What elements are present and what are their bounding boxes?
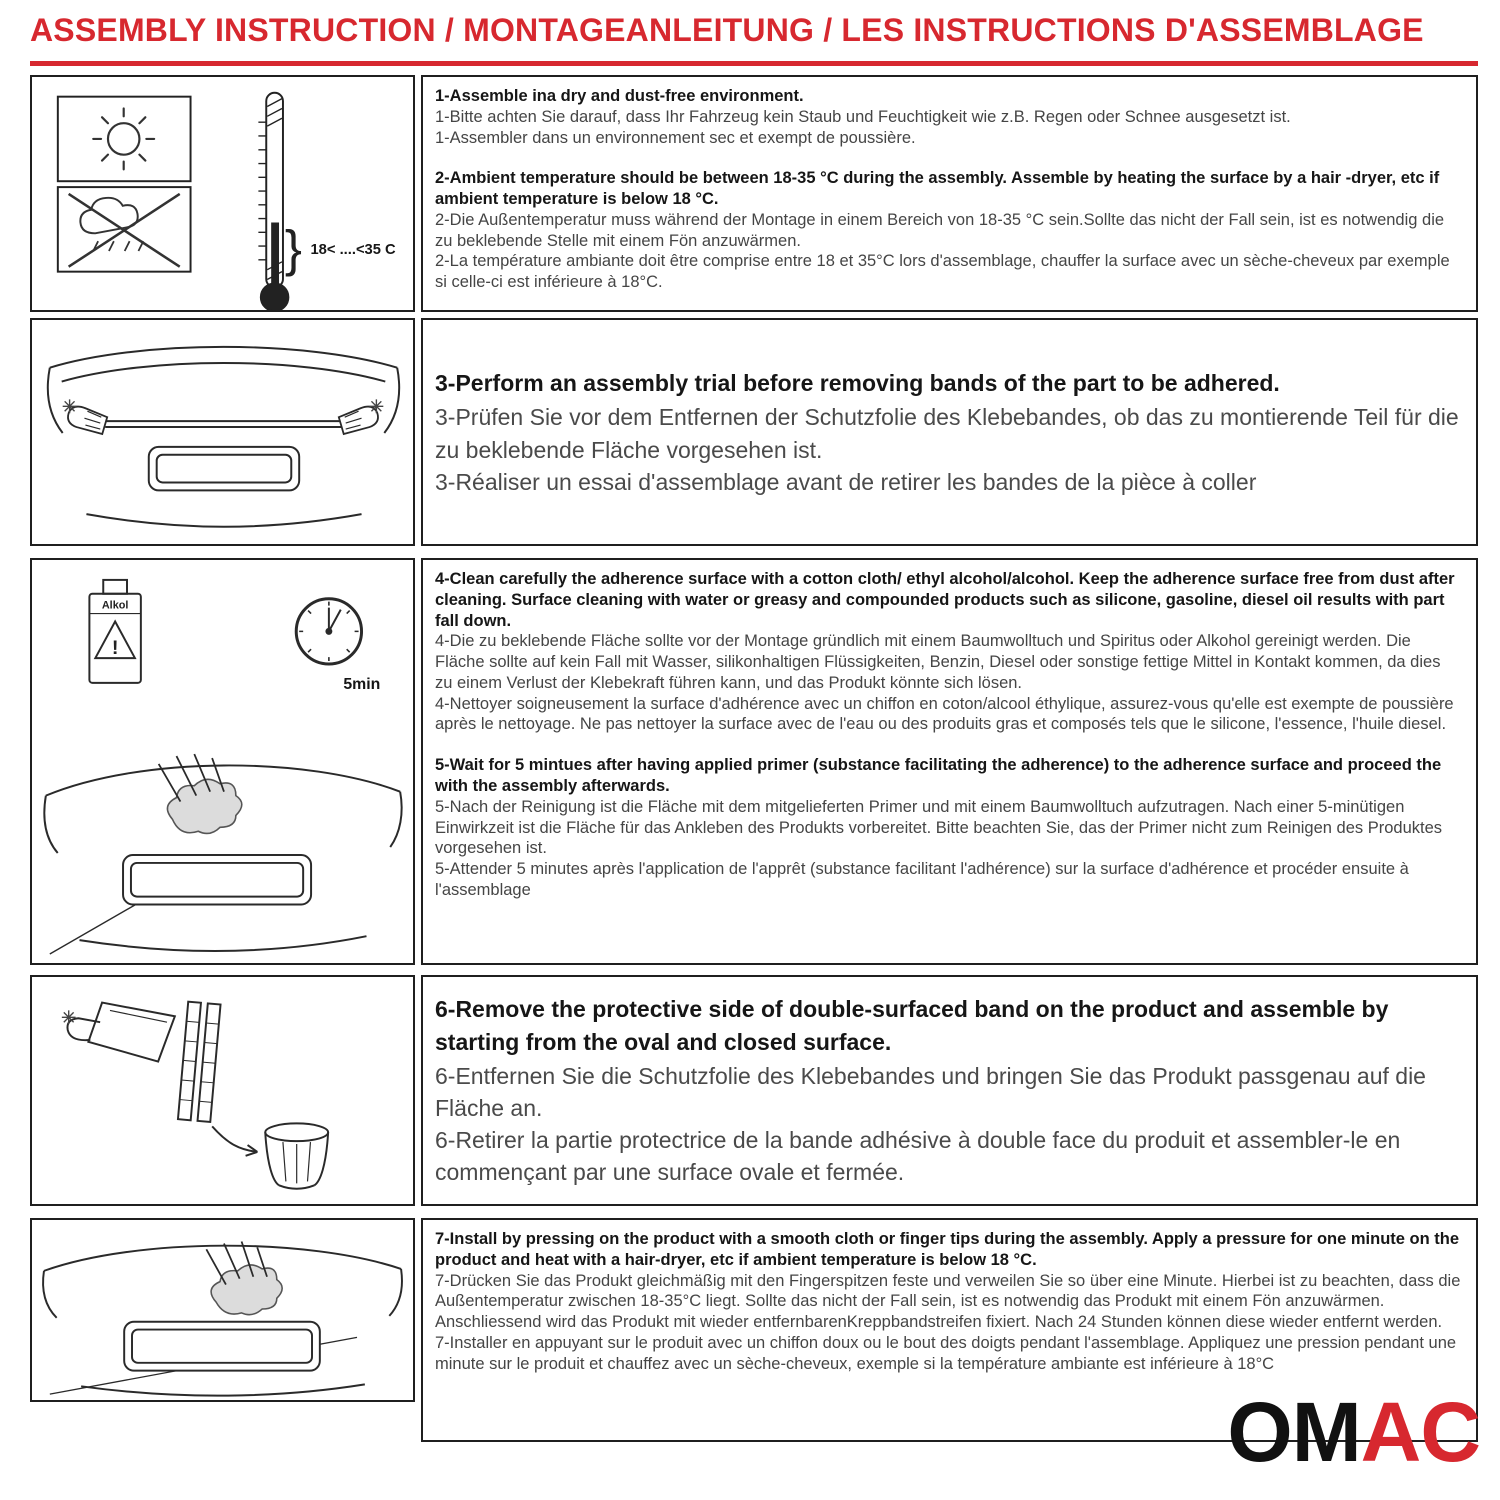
instruction-text: 7-Drücken Sie das Produkt gleichmäßig mit den Fingerspitzen feste und verweilen Sie so über eine Minute. Hierbei ist zu beachten, dass die Außentemperatur zwischen 18-35°C liegt. Sollte das nicht der Fall sein, ist es notwendig das Produkt mit einem Fön anzuwärmen. Anschliessend wird das Produkt mit wieder entfernbarenKreppbandstreifen fixiert. Nach 24 Stunden können diese wieder entfernt werden. (435, 1271, 1461, 1332)
instruction-text: 4-Nettoyer soigneusement la surface d'adhérence avec un chiffon en coton/alcool éthylique, assurez-vous qu'elle est exempte de poussière après le nettoyage. Ne pas nettoyer la surface avec de l'eau ou des produits gras et composés tels que le silicone, l'essence, l'huile diesel. (435, 694, 1454, 734)
warning-exclamation: ! (111, 637, 119, 660)
illustration-box-environment (30, 75, 415, 312)
illustration-box-remove-band (30, 975, 415, 1206)
instruction-text: 6-Entfernen Sie die Schutzfolie des Klebebandes und bringen Sie das Produkt passgenau auf die Fläche an. (435, 1062, 1426, 1121)
instructions-step-4-5 (421, 558, 1478, 965)
instruction-text: 3-Perform an assembly trial before removing bands of the part to be adhered. (435, 370, 1280, 397)
instruction-text: 1-Assembler dans un environnement sec et exempt de poussière. (435, 128, 916, 147)
illustration-box-trial-fit (30, 318, 415, 546)
spacer (435, 148, 1462, 168)
instructions-step-1-2 (421, 75, 1478, 312)
instruction-text: 1-Assemble ina dry and dust-free environment. (435, 87, 804, 105)
spacer (435, 735, 1462, 755)
bottle-label: Alkol (101, 599, 129, 612)
instruction-text: 5-Nach der Reinigung ist die Fläche mit dem mitgelieferten Primer und mit einem Baumwolltuch aufzutragen. Nach einer 5-minütigen Einwirkzeit ist die Fläche für das Ankleben des Produkts vorbereitet. Bitte beachten Sie, das der Primer nicht zum Reinigen des Produktes vorgesehen ist. (435, 797, 1443, 858)
sun-icon (93, 108, 154, 169)
instructions-step-6 (421, 975, 1478, 1206)
instruction-text: 1-Bitte achten Sie darauf, dass Ihr Fahrzeug kein Staub und Feuchtigkeit wie z.B. Regen oder Schnee ausgesetzt ist. (435, 107, 1291, 126)
instruction-text: 5-Wait for 5 mintues after having applied primer (substance facilitating the adherence) to the adherence surface and proceed the with the assembly afterwards. (435, 756, 1442, 796)
no-rain-icon (69, 194, 180, 267)
trial-fit-illustration (32, 320, 413, 544)
remove-band-illustration (32, 977, 413, 1204)
instruction-text: 2-Ambient temperature should be between 18-35 °C during the assembly. Assemble by heating the surface by a hair -dryer, etc if ambient temperature is below 18 °C. (435, 169, 1440, 209)
trash-can-icon (265, 1123, 328, 1188)
instruction-text: 2-La température ambiante doit être comprise entre 18 et 35°C lors d'assemblage, chauffer la surface avec un sèche-cheveux par exemple si celle-ci est inférieure à 18°C. (435, 252, 1450, 292)
instruction-text: 3-Réaliser un essai d'assemblage avant de retirer les bandes de la pièce à coller (435, 468, 1257, 495)
page-title: ASSEMBLY INSTRUCTION / MONTAGEANLEITUNG / LES INSTRUCTIONS D'ASSEMBLAGE (30, 12, 1424, 48)
sparkle-icons (63, 399, 384, 413)
instruction-text: 7-Installer en appuyant sur le produit avec un chiffon doux ou le bout des doigts pendant l'assemblage. Appliquez une pression pendant une minute sur le produit et chauffez avec un sèche-cheveux, exemple si la température ambiante est inférieure à 18°C (435, 1333, 1457, 1373)
range-brace: } (284, 219, 303, 277)
sparkle-icon (62, 1010, 76, 1024)
instruction-text: 2-Die Außentemperatur muss während der Montage in einem Bereich von 18-35 °C sein.Sollte das nicht der Fall sein, ist es notwendig die zu beklebende Stelle mit einem Fön anzuwärmen. (435, 210, 1445, 250)
alcohol-bottle-icon (89, 580, 140, 683)
wait-time-label: 5min (343, 675, 381, 693)
title-underline (30, 12, 1478, 66)
environment-illustration (32, 77, 413, 310)
instruction-text: 6-Retirer la partie protectrice de la bande adhésive à double face du produit et assembler-le en commençant par une surface ovale et fermée. (435, 1127, 1401, 1186)
omac-logo (1227, 1385, 1480, 1479)
clock-icon (296, 599, 361, 664)
logo-right-letters: AC (1360, 1385, 1480, 1479)
thermometer-icon (258, 93, 288, 310)
pressing-hand-cloth (206, 1242, 282, 1315)
cleaning-illustration (32, 560, 413, 963)
instruction-text: 4-Die zu beklebende Fläche sollte vor der Montage gründlich mit einem Baumwolltuch und Spiritus oder Alkohol gereinigt werden. Die Fläche sollte auf kein Fall mit Wasser, silikonhaltigen Flüssigkeiten, Benzin, Diesel oder sonstige fettige Mittel in Kontakt kommen, da dies zu einem Verlust der Klebekraft führen kann, und das Produkt könnte sich lösen. (435, 632, 1441, 692)
instruction-text: 4-Clean carefully the adherence surface with a cotton cloth/ ethyl alcohol/alcohol. Keep the adherence surface free from dust after cleaning. Surface cleaning with water or greasy and compounded products such as silicone, gasoline, diesel oil results with part fall down. (435, 570, 1455, 630)
instruction-text: 7-Install by pressing on the product with a smooth cloth or finger tips during the assembly. Apply a pressure for one minute on the product and heat with a hair-dryer, etc if ambient temperature is below 18 °C. (435, 1230, 1460, 1269)
instructions-step-3 (421, 318, 1478, 546)
logo-left-letters: OM (1227, 1385, 1361, 1479)
instruction-text: 5-Attender 5 minutes après l'application de l'apprêt (substance facilitant l'adhérence) sur la surface d'adhérence et procéder ensuite à l'assemblage (435, 860, 1409, 899)
instruction-text: 6-Remove the protective side of double-surfaced band on the product and assemble by starting from the oval and closed surface. (435, 996, 1389, 1055)
temperature-range-label: 18< ....<35 C (310, 241, 396, 258)
illustration-box-cleaning (30, 558, 415, 965)
press-install-illustration (32, 1220, 413, 1400)
illustration-box-press-install (30, 1218, 415, 1402)
instruction-text: 3-Prüfen Sie vor dem Entfernen der Schutzfolie des Klebebandes, ob das zu montierende Teil für die zu beklebende Fläche vorgesehen ist. (435, 404, 1459, 463)
